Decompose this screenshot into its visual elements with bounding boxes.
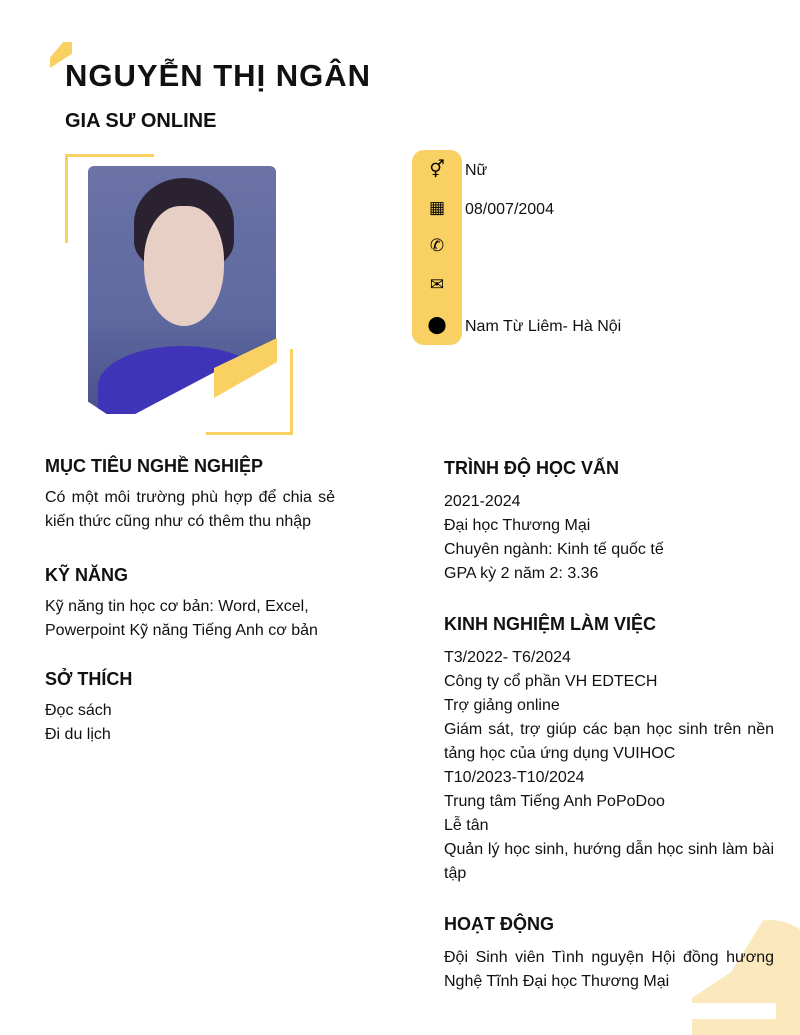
experience-line: Trợ giảng online bbox=[444, 697, 560, 714]
decor-bar bbox=[692, 1003, 776, 1019]
education-line: Chuyên ngành: Kinh tế quốc tế bbox=[444, 541, 664, 558]
experience-list bbox=[444, 646, 774, 886]
phone-icon: ✆ bbox=[429, 236, 445, 255]
photo-face bbox=[144, 206, 224, 326]
hobby-item: Đọc sách bbox=[45, 702, 112, 719]
calendar-icon: ▦ bbox=[428, 198, 446, 217]
hobbies-heading: SỞ THÍCH bbox=[45, 669, 133, 689]
objective-heading: MỤC TIÊU NGHỀ NGHIỆP bbox=[45, 456, 264, 476]
experience-line: Quản lý học sinh, hướng dẫn học sinh làm bài tập bbox=[444, 841, 774, 882]
education-line: 2021-2024 bbox=[444, 493, 521, 510]
gender-icon: ⚥ bbox=[429, 160, 445, 179]
experience-line: Công ty cổ phần VH EDTECH bbox=[444, 673, 658, 690]
experience-line: Giám sát, trợ giúp các bạn học sinh trên nền tảng học của ứng dụng VUIHOC bbox=[444, 721, 774, 762]
experience-heading: KINH NGHIỆM LÀM VIỆC bbox=[444, 614, 657, 634]
experience-line: T10/2023-T10/2024 bbox=[444, 769, 585, 786]
experience-line: Trung tâm Tiếng Anh PoPoDoo bbox=[444, 793, 665, 810]
candidate-name: NGUYỄN THỊ NGÂN bbox=[65, 58, 372, 93]
job-title: GIA SƯ ONLINE bbox=[65, 110, 217, 132]
email-icon: ✉ bbox=[429, 275, 445, 294]
hobby-item: Đi du lịch bbox=[45, 726, 111, 743]
location-icon: ⬤ bbox=[427, 315, 447, 334]
skills-heading: KỸ NĂNG bbox=[45, 565, 129, 585]
hobbies-list bbox=[45, 699, 112, 747]
gender-value: Nữ bbox=[465, 162, 488, 179]
photo-frame-bottom-right bbox=[206, 349, 293, 435]
education-list bbox=[444, 490, 774, 586]
experience-line: T3/2022- T6/2024 bbox=[444, 649, 571, 666]
activities-text: Đội Sinh viên Tình nguyện Hội đồng hương Nghệ Tĩnh Đại học Thương Mại bbox=[444, 949, 774, 990]
activities-heading: HOẠT ĐỘNG bbox=[444, 914, 554, 934]
objective-text: Có một môi trường phù hợp để chia sẻ kiến thức cũng như có thêm thu nhập bbox=[45, 489, 335, 530]
education-line: Đại học Thương Mại bbox=[444, 517, 591, 534]
education-heading: TRÌNH ĐỘ HỌC VẤN bbox=[444, 458, 619, 478]
contact-icon-bar bbox=[412, 150, 462, 345]
birthday-value: 08/007/2004 bbox=[465, 201, 554, 218]
education-line: GPA kỳ 2 năm 2: 3.36 bbox=[444, 565, 599, 582]
experience-line: Lễ tân bbox=[444, 817, 489, 834]
skills-text: Kỹ năng tin học cơ bản: Word, Excel, Powerpoint Kỹ năng Tiếng Anh cơ bản bbox=[45, 598, 318, 639]
address-value: Nam Từ Liêm- Hà Nội bbox=[465, 318, 622, 335]
